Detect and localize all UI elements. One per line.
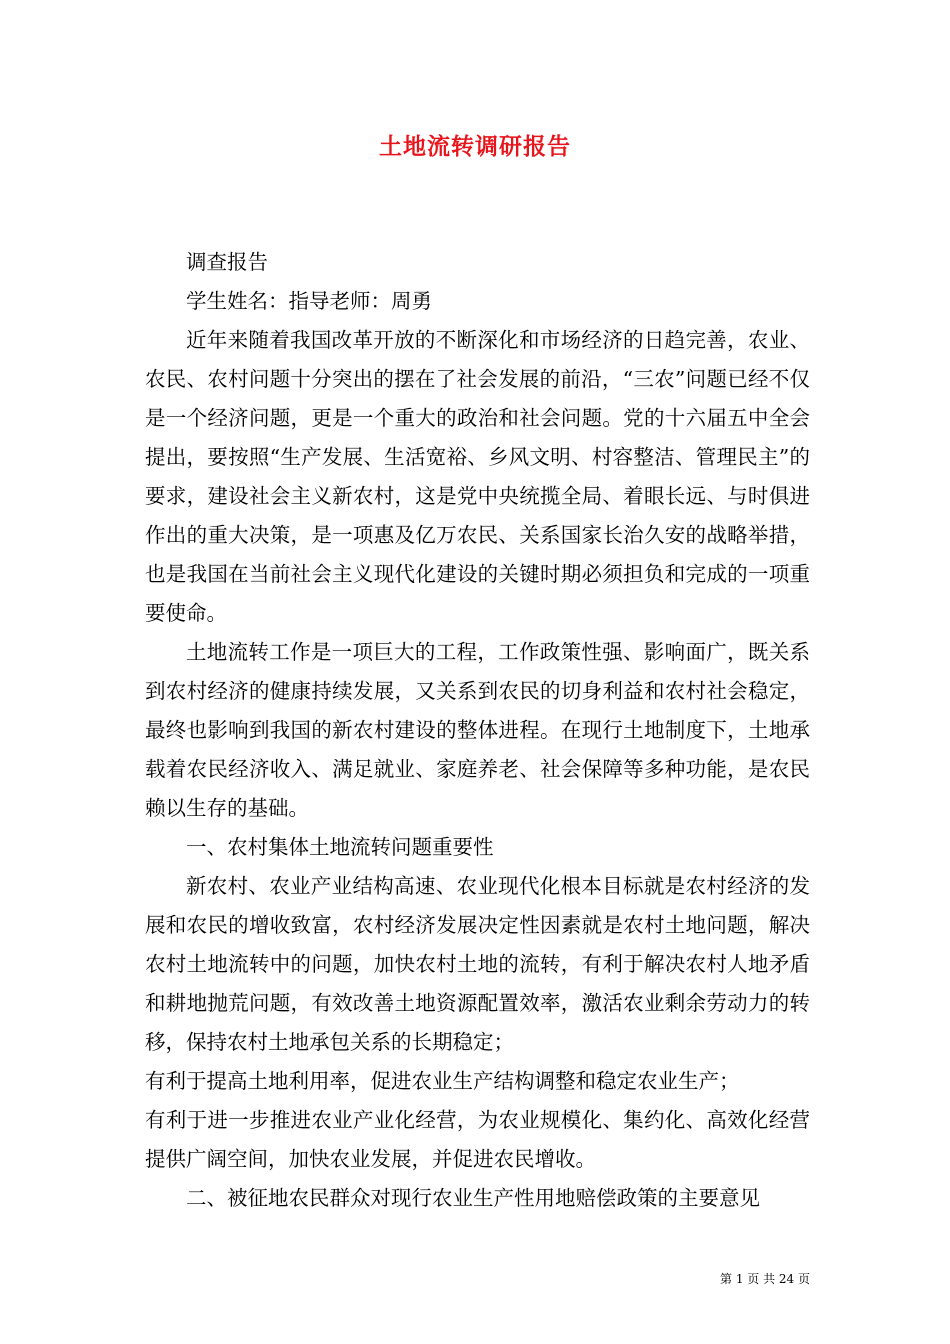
page-number: 第 1 页 共 24 页	[720, 1272, 810, 1286]
section-heading-2: 二、被征地农民群众对现行农业生产性用地赔偿政策的主要意见	[186, 1186, 760, 1210]
paragraph-benefit-2: 有利于进一步推进农业产业化经营，为农业规模化、集约化、高效化经营提供广阔空间，加快农业发展，并促进农民增收。	[145, 1108, 810, 1171]
paragraph-report-label: 调查报告	[186, 250, 268, 274]
paragraph-land-transfer: 土地流转工作是一项巨大的工程，工作政策性强、影响面广，既关系到农村经济的健康持续发展，又关系到农民的切身利益和农村社会稳定，最终也影响到我国的新农村建设的整体进程。在现行土地制度下，土地承载着农民经济收入、满足就业、家庭养老、社会保障等多种功能，是农民赖以生存的基础。	[145, 640, 810, 820]
paragraph-intro: 近年来随着我国改革开放的不断深化和市场经济的日趋完善，农业、农民、农村问题十分突出的摆在了社会发展的前沿，“三农”问题已经不仅是一个经济问题，更是一个重大的政治和社会问题。党的十六届五中全会提出，要按照“生产发展、生活宽裕、乡风文明、村容整洁、管理民主”的要求，建设社会主义新农村，这是党中央统揽全局、着眼长远、与时俱进作出的重大决策，是一项惠及亿万农民、关系国家长治久安的战略举措，也是我国在当前社会主义现代化建设的关键时期必须担负和完成的一项重要使命。	[145, 328, 810, 625]
document-body	[145, 243, 810, 1218]
document-title: 土地流转调研报告	[379, 133, 571, 160]
paragraph-benefit-1: 有利于提高土地利用率，促进农业生产结构调整和稳定农业生产；	[145, 1069, 740, 1093]
paragraph-student-info: 学生姓名：指导老师：周勇	[186, 289, 432, 313]
paragraph-section-1-body: 新农村、农业产业结构高速、农业现代化根本目标就是农村经济的发展和农民的增收致富，农村经济发展决定性因素就是农村土地问题，解决农村土地流转中的问题，加快农村土地的流转，有利于解决农村人地矛盾和耕地抛荒问题，有效改善土地资源配置效率，激活农业剩余劳动力的转移，保持农村土地承包关系的长期稳定；	[145, 874, 810, 1054]
section-heading-1: 一、农村集体土地流转问题重要性	[186, 835, 494, 859]
